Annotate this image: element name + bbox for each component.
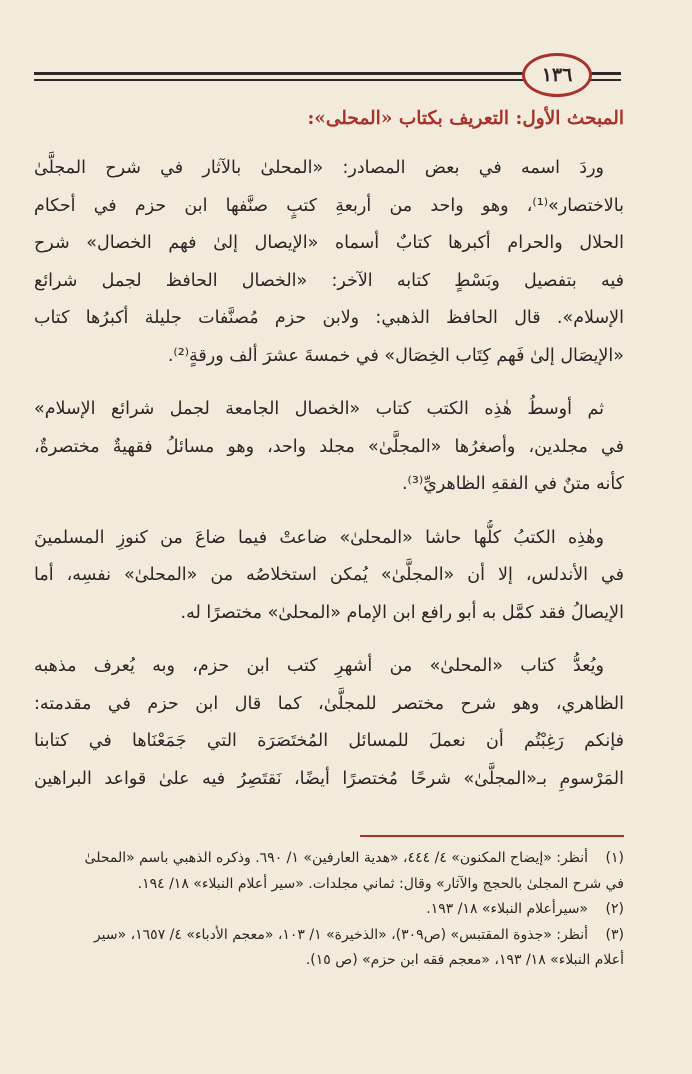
paragraph (34, 391, 624, 504)
footnote-line: أعلام النبلاء» ١٨/ ١٩٣، «معجم فقه ابن حزم» (ص ١٥). (305, 952, 624, 968)
footnote-line: أنظر: «إيضاح المكنون» ٤/ ٤٤٤، «هدية العارفين» ١/ ٦٩٠. وذكره الذهبي باسم «المحلىٰ (84, 850, 588, 866)
footnote-number: (٣) (605, 926, 624, 943)
text-line: فيه بتفصيل وبَسْطٍ كتابه الآخر: «الخصال الحافظ لجمل شرائع (34, 270, 624, 291)
footnotes (34, 846, 624, 974)
text-line: في مجلدين، وأصغرُها «المجلَّىٰ» مجلد واحد، وهو مسائلُ فقهيةٌ مختصرةٌ، (34, 436, 624, 457)
text-line: الإيصالُ فقد كمَّل به أبو رافع ابن الإمام «المحلىٰ» مختصرًا له. (180, 602, 624, 623)
footnote-line: «سيرأعلام النبلاء» ١٨/ ١٩٣. (426, 901, 588, 917)
text-line: الحلال والحرام أكبرها كتابٌ أسماه «الإيصال إلىٰ فهم الخصال» شرح (34, 233, 624, 253)
section-heading: المبحث الأول: التعريف بكتاب «المحلى»: (307, 108, 624, 129)
footnote-number: (٢) (605, 901, 624, 917)
text-line: فإنكم رَغِبْتُم أن نعملَ للمسائل المُختَصَرَة التي جَمَعْنَاها في كتابنا (34, 731, 624, 751)
footnote (34, 897, 624, 923)
paragraph (34, 150, 624, 375)
footnote (34, 846, 624, 897)
footnote-body (34, 923, 624, 974)
text-line: وردَ اسمه في بعض المصادر: «المحلىٰ بالآثار في شرح المجلَّىٰ (34, 158, 604, 178)
footnote-line: أنظر: «جذوة المقتبس» (ص٣٠٩)، «الذخيرة» ١/ ١٠٣، «معجم الأدباء» ٤/ ١٦٥٧، «سير (93, 926, 588, 943)
footnote-number: (١) (605, 850, 624, 866)
footnote-separator (360, 835, 624, 837)
footnote (34, 923, 624, 974)
text-line: الظاهري، وهو شرح مختصر للمجلَّىٰ، كما قال ابن حزم في مقدمته: (34, 693, 624, 714)
text-line: المَرْسومِ بـ«المجلَّىٰ» شرحًا مُختصرًا أيضًا، نَقتَصِرُ فيه علىٰ قواعد البراهين (34, 768, 624, 789)
text-line: وهٰذِه الكتبُ كلُّها حاشا «المحلىٰ» ضاعتْ فيما ضاعَ من كنوزِ المسلمينَ (34, 527, 604, 548)
text-line: ثم أوسطُ هٰذِه الكتب كتاب «الخصال الجامعة لجمل شرائع الإسلام» (34, 399, 604, 419)
text-line: «الإيصَال إلىٰ فَهم كِتَاب الخِصَال» في خمسةَ عشرَ ألف ورقةٍ⁽²⁾. (167, 345, 624, 366)
text-line: الإسلام». قال الحافظ الذهبي: ولابن حزم مُصنَّفات جليلة أكبرُها كتاب (34, 308, 624, 328)
paragraph (34, 648, 624, 798)
text-line: في الأندلس، إلا أن «المجلَّىٰ» يُمكن استخلاصُه من «المحلىٰ» نفسِه، أما (34, 565, 624, 585)
text-line: كأنه متنٌ في الفقهِ الظاهريِّ⁽³⁾. (401, 474, 624, 494)
text-line: بالاختصار»⁽¹⁾، وهو واحد من أربعةِ كتبٍ صنَّفها ابن حزم في أحكام (34, 195, 624, 216)
text-line: ويُعدُّ كتاب «المحلىٰ» من أشهرِ كتب ابن حزم، وبه يُعرف مذهبه (34, 656, 604, 676)
paragraph (34, 520, 624, 633)
page-number: ١٣٦ (541, 64, 573, 86)
body-text (34, 150, 624, 814)
footnote-line: في شرح المجلىٰ بالحجج والآثار» وقال: ثماني مجلدات. «سير أعلام النبلاء» ١٨/ ١٩٤. (137, 875, 624, 892)
footnote-body (34, 846, 624, 897)
page-number-badge (522, 53, 592, 97)
footnote-body (34, 897, 588, 923)
